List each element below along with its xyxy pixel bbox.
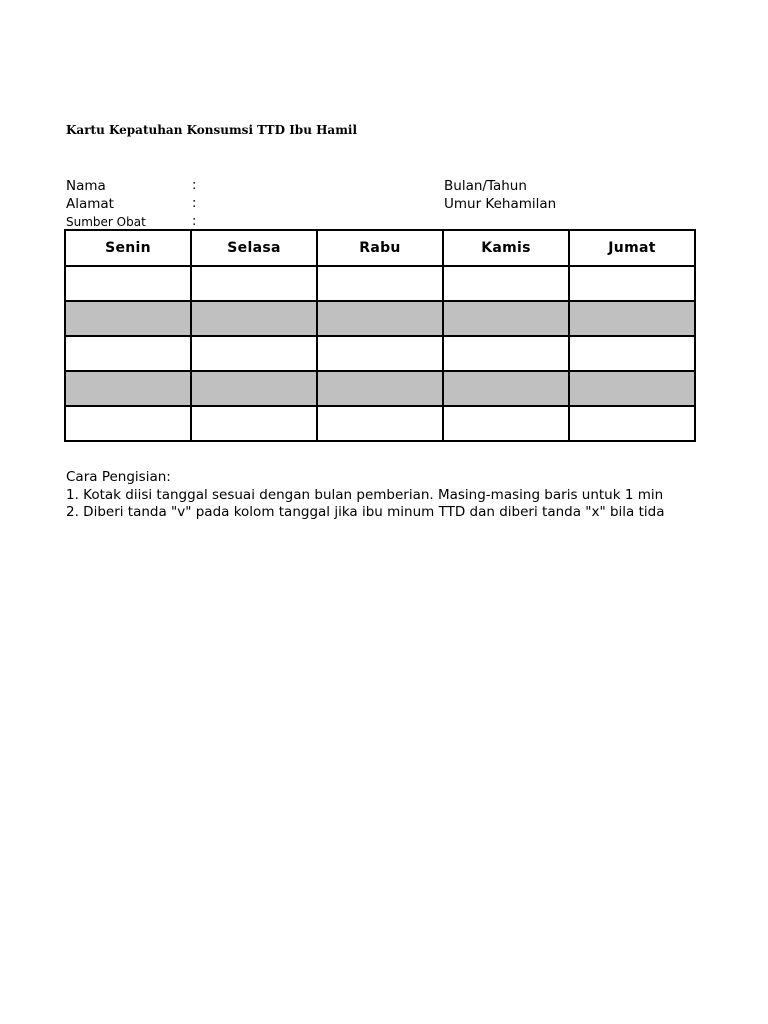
table-header-row	[65, 230, 695, 266]
table-cell[interactable]	[65, 371, 191, 406]
table-cell[interactable]	[65, 336, 191, 371]
table-cell[interactable]	[443, 301, 569, 336]
header-rabu: Rabu	[317, 230, 443, 266]
alamat-colon: :	[192, 196, 197, 211]
table-cell[interactable]	[569, 266, 695, 301]
table-cell[interactable]	[569, 371, 695, 406]
table-cell[interactable]	[443, 336, 569, 371]
instruction-item-2: 2. Diberi tanda "v" pada kolom tanggal jika ibu minum TTD dan diberi tanda "x" bila tida	[66, 504, 665, 520]
table-cell[interactable]	[569, 406, 695, 441]
table-cell[interactable]	[443, 266, 569, 301]
nama-label: Nama	[66, 178, 106, 194]
table-cell[interactable]	[65, 406, 191, 441]
instruction-item-1: 1. Kotak diisi tanggal sesuai dengan bulan pemberian. Masing-masing baris untuk 1 min	[66, 486, 664, 503]
nama-colon: :	[192, 178, 197, 193]
instructions-heading: Cara Pengisian:	[66, 469, 171, 485]
header-kamis: Kamis	[443, 230, 569, 266]
table-cell[interactable]	[191, 266, 317, 301]
table-row	[65, 301, 695, 336]
compliance-table	[64, 229, 696, 442]
table-cell[interactable]	[191, 406, 317, 441]
table-row	[65, 371, 695, 406]
header-selasa: Selasa	[191, 230, 317, 266]
sumber-obat-label: Sumber Obat	[66, 215, 146, 229]
table-cell[interactable]	[191, 371, 317, 406]
table-row	[65, 336, 695, 371]
table-cell[interactable]	[317, 336, 443, 371]
table-cell[interactable]	[443, 406, 569, 441]
umur-kehamilan-label: Umur Kehamilan	[444, 196, 557, 212]
table-cell[interactable]	[317, 301, 443, 336]
card-title: Kartu Kepatuhan Konsumsi TTD Ibu Hamil	[66, 123, 358, 137]
instructions	[66, 469, 696, 522]
bulan-tahun-label: Bulan/Tahun	[444, 178, 527, 194]
table-cell[interactable]	[191, 336, 317, 371]
table-cell[interactable]	[569, 301, 695, 336]
header-senin: Senin	[65, 230, 191, 266]
table-cell[interactable]	[191, 301, 317, 336]
table-cell[interactable]	[317, 406, 443, 441]
table-cell[interactable]	[65, 266, 191, 301]
table-cell[interactable]	[317, 371, 443, 406]
table-cell[interactable]	[65, 301, 191, 336]
table-cell[interactable]	[569, 336, 695, 371]
table-row	[65, 406, 695, 441]
table-cell[interactable]	[443, 371, 569, 406]
table-row	[65, 266, 695, 301]
header-jumat: Jumat	[569, 230, 695, 266]
alamat-label: Alamat	[66, 196, 114, 212]
table-cell[interactable]	[317, 266, 443, 301]
sumber-obat-colon: :	[192, 214, 197, 229]
